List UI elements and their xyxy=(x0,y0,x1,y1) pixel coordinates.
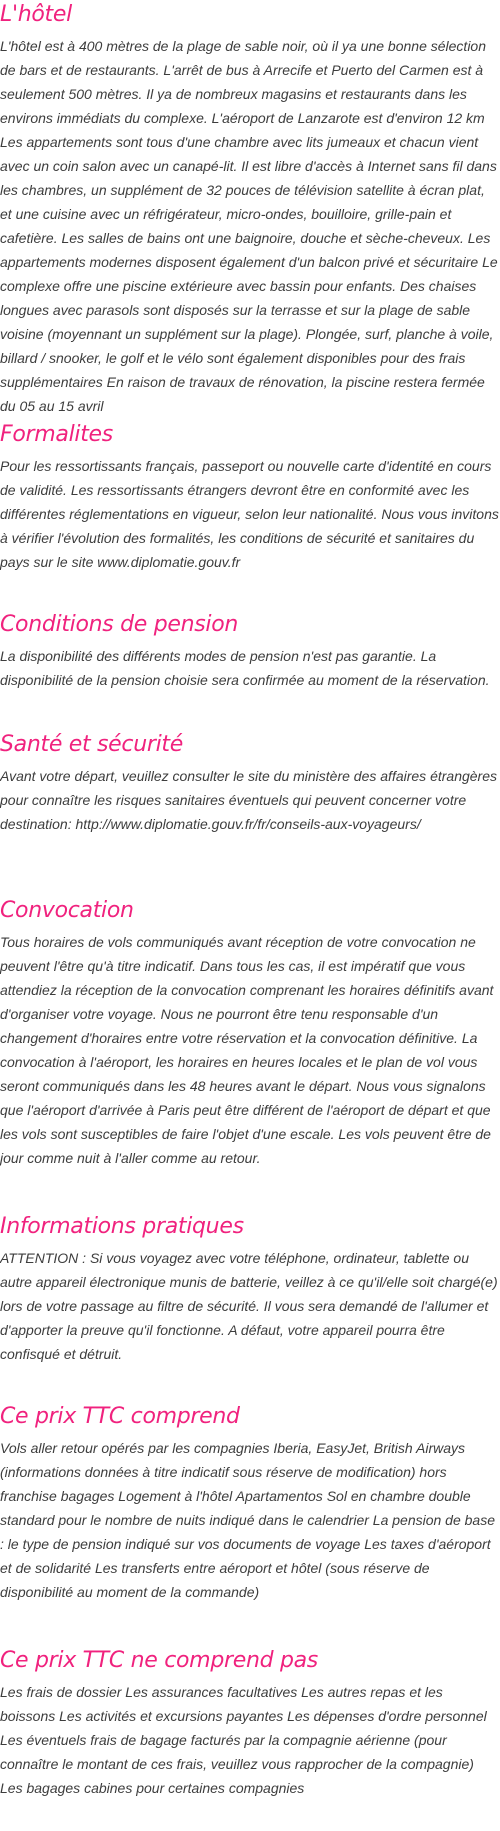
section-title-conditions-pension: Conditions de pension xyxy=(0,612,239,637)
section-conditions-pension xyxy=(0,610,500,730)
section-convocation xyxy=(0,896,500,1212)
section-hotel xyxy=(0,0,500,420)
section-title-hotel: L'hôtel xyxy=(0,2,72,27)
section-body-prix-comprend: Vols aller retour opérés par les compagnies Iberia, EasyJet, British Airways (informations données à titre indicatif sous réserve de modification) hors franchise bagages Logement à l'hôtel Apartamentos Sol en chambre double standard pour le nombre de nuits indiqué dans le calendrier La pension de base : le type de pension indiqué sur vos documents de voyage Les taxes d'aéroport et de solidarité Les transferts entre aéroport et hôtel (sous réserve de disponibilité au moment de la commande) xyxy=(0,1440,496,1600)
section-prix-comprend xyxy=(0,1402,500,1646)
section-body-formalites: Pour les ressortissants français, passeport ou nouvelle carte d'identité en cours de validité. Les ressortissants étrangers devront être en conformité avec les différentes réglementations en vigueur, selon leur nationalité. Nous vous invitons à vérifier l'évolution des formalités, les conditions de sécurité et sanitaires du pays sur le site www.diplomatie.gouv.fr xyxy=(0,458,499,570)
section-title-prix-ne-comprend-pas: Ce prix TTC ne comprend pas xyxy=(0,1648,318,1673)
section-informations-pratiques xyxy=(0,1212,500,1402)
section-title-prix-comprend: Ce prix TTC comprend xyxy=(0,1404,240,1429)
section-formalites xyxy=(0,420,500,610)
section-body-conditions-pension: La disponibilité des différents modes de pension n'est pas garantie. La disponibilité de la pension choisie sera confirmée au moment de la réservation. xyxy=(0,648,490,688)
section-title-formalites: Formalites xyxy=(0,422,113,447)
section-body-sante-securite: Avant votre départ, veuillez consulter le site du ministère des affaires étrangères pour connaître les risques sanitaires éventuels qui peuvent concerner votre destination: http://www.diplomatie.gouv.fr/fr/conseils-aux-voyageurs/ xyxy=(0,768,497,832)
section-body-hotel: L'hôtel est à 400 mètres de la plage de sable noir, où il ya une bonne sélection de bars et de restaurants. L'arrêt de bus à Arrecife et Puerto del Carmen est à seulement 500 mètres. Il ya de nombreux magasins et restaurants dans les environs immédiats du complexe. L'aéroport de Lanzarote est d'environ 12 km Les appartements sont tous d'une chambre avec lits jumeaux et chacun vient avec un coin salon avec un canapé-lit. Il est libre d'accès à Internet sans fil dans les chambres, un supplément de 32 pouces de télévision satellite à écran plat, et une cuisine avec un réfrigérateur, micro-ondes, bouilloire, grille-pain et cafetière. Les salles de bains ont une baignoire, douche et sèche-cheveux. Les appartements modernes disposent également d'un balcon privé et sécuritaire Le complexe offre une piscine extérieure avec bassin pour enfants. Des chaises longues avec parasols sont disposés sur la terrasse et sur la plage de sable voisine (moyennant un supplément sur la plage). Plongée, surf, planche à voile, billard / snooker, le golf et le vélo sont également disponibles pour des frais supplémentaires En raison de travaux de rénovation, la piscine restera fermée du 05 au 15 avril xyxy=(0,38,498,414)
section-prix-ne-comprend-pas xyxy=(0,1646,500,1831)
section-title-sante-securite: Santé et sécurité xyxy=(0,732,183,757)
section-body-convocation: Tous horaires de vols communiqués avant réception de votre convocation ne peuvent l'être qu'à titre indicatif. Dans tous les cas, il est impératif que vous attendiez la réception de la convocation comprenant les horaires définitifs avant d'organiser votre voyage. Nous ne pourront être tenu responsable d'un changement d'horaires entre votre réservation et la convocation définitive. La convocation à l'aéroport, les horaires en heures locales et le plan de vol vous seront communiqués dans les 48 heures avant le départ. Nous vous signalons que l'aéroport d'arrivée à Paris peut être différent de l'aéroport de départ et que les vols sont susceptibles de faire l'objet d'une escale. Les vols peuvent être de jour comme nuit à l'aller comme au retour. xyxy=(0,934,494,1166)
section-body-informations-pratiques: ATTENTION : Si vous voyagez avec votre téléphone, ordinateur, tablette ou autre appareil électronique munis de batterie, veillez à ce qu'il/elle soit chargé(e) lors de votre passage au filtre de sécurité. Il vous sera demandé de l'allumer et d'apporter la preuve qu'il fonctionne. A défaut, votre appareil pourra être confisqué et détruit. xyxy=(0,1250,498,1362)
section-title-informations-pratiques: Informations pratiques xyxy=(0,1214,244,1239)
section-body-prix-ne-comprend-pas: Les frais de dossier Les assurances facultatives Les autres repas et les boissons Les activités et excursions payantes Les dépenses d'ordre personnel Les éventuels frais de bagage facturés par la compagnie aérienne (pour connaître le montant de ces frais, veuillez vous rapprocher de la compagnie) Les bagages cabines pour certaines compagnies xyxy=(0,1684,487,1796)
section-title-convocation: Convocation xyxy=(0,898,134,923)
section-sante-securite xyxy=(0,730,500,896)
